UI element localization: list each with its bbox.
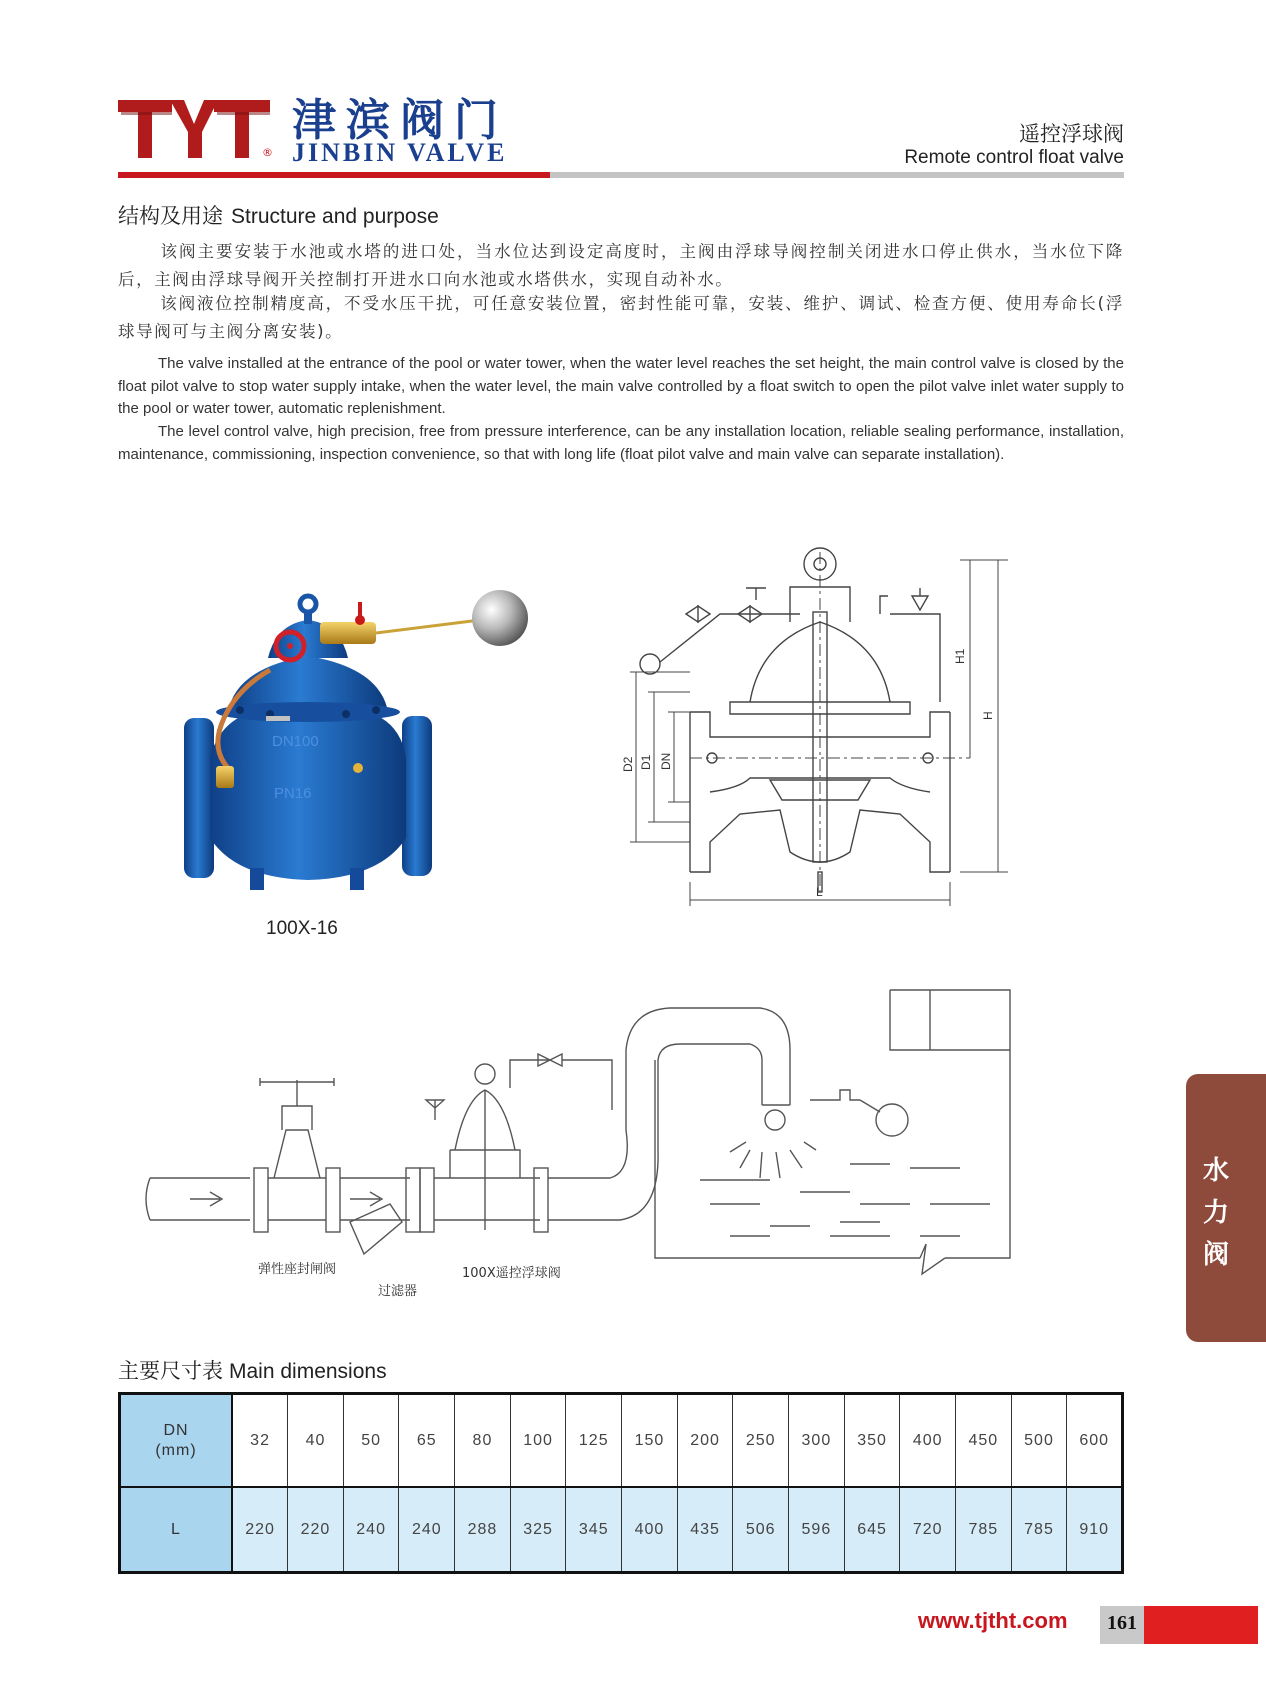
table-row-dn <box>120 1394 1123 1488</box>
header-rule-gray <box>550 172 1124 178</box>
table-cell-l: 596 <box>789 1487 845 1573</box>
table-cell-l: 785 <box>1011 1487 1067 1573</box>
table-cell-dn: 450 <box>956 1394 1012 1488</box>
dim-label-d2: D2 <box>621 756 635 772</box>
table-cell-l: 325 <box>510 1487 566 1573</box>
paragraph-en-2 <box>118 421 1124 466</box>
dim-label-l: L <box>816 885 823 899</box>
table-cell-dn: 40 <box>288 1394 344 1488</box>
table-cell-dn: 80 <box>455 1394 511 1488</box>
table-cell-dn: 32 <box>232 1394 288 1488</box>
table-cell-l: 910 <box>1067 1487 1123 1573</box>
table-row-l <box>120 1487 1123 1573</box>
page-title-cn: 遥控浮球阀 <box>1019 122 1124 146</box>
side-tab-char-2: 力 <box>1202 1198 1229 1228</box>
page-number: 161 <box>1107 1612 1137 1634</box>
table-cell-dn: 300 <box>789 1394 845 1488</box>
table-cell-dn: 150 <box>622 1394 678 1488</box>
structure-heading-en: Structure and purpose <box>231 205 439 228</box>
table-cell-dn: 400 <box>900 1394 956 1488</box>
row-header-dn-label: DN <box>163 1421 189 1439</box>
table-cell-l: 288 <box>455 1487 511 1573</box>
header-rule-red <box>118 172 550 178</box>
table-cell-dn: 200 <box>677 1394 733 1488</box>
dimensions-heading-cn: 主要尺寸表 <box>118 1359 223 1383</box>
brand-logo-mark <box>118 100 270 158</box>
row-header-dn <box>120 1394 233 1488</box>
table-cell-l: 785 <box>956 1487 1012 1573</box>
paragraph-cn-1 <box>118 238 1124 294</box>
row-header-l: L <box>120 1487 233 1573</box>
row-header-dn-unit: (mm) <box>155 1441 197 1459</box>
table-cell-dn: 350 <box>844 1394 900 1488</box>
brand-name-cn: 津滨阀门 <box>292 95 508 146</box>
dimensions-heading <box>118 1355 387 1385</box>
table-cell-dn: 250 <box>733 1394 789 1488</box>
table-cell-dn: 125 <box>566 1394 622 1488</box>
label-gate-valve: 弹性座封闸阀 <box>258 1262 337 1277</box>
table-cell-dn: 500 <box>1011 1394 1067 1488</box>
paragraph-cn-2 <box>118 290 1124 346</box>
table-cell-l: 506 <box>733 1487 789 1573</box>
table-cell-l: 240 <box>343 1487 399 1573</box>
side-tab-char-3: 阀 <box>1202 1240 1229 1270</box>
website-link[interactable]: www.tjtht.com <box>918 1608 1068 1633</box>
installation-diagram <box>150 990 1100 1300</box>
registered-mark: ® <box>262 146 273 159</box>
table-cell-l: 220 <box>288 1487 344 1573</box>
paragraph-cn-1-text: 该阀主要安装于水池或水塔的进口处，当水位达到设定高度时，主阀由浮球导阀控制关闭进水口停止供水，当水位下降后，主阀由浮球导阀开关控制打开进水口向水池或水塔供水，实现自动补水。 <box>118 242 1124 289</box>
brand-name-en: JINBIN VALVE <box>292 138 508 167</box>
body-mark-dn: DN100 <box>272 733 319 750</box>
table-cell-l: 220 <box>232 1487 288 1573</box>
dimensions-table <box>118 1392 1124 1574</box>
table-cell-dn: 50 <box>343 1394 399 1488</box>
valve-product-image <box>180 598 640 898</box>
page-title-en: Remote control float valve <box>904 147 1124 168</box>
label-float-valve: 100X遥控浮球阀 <box>462 1266 561 1281</box>
product-model-caption: 100X-16 <box>266 918 338 939</box>
paragraph-en-2-text: The level control valve, high precision, free from pressure interference, can be any installation location, reliable sealing performance, installation, maintenance, commissioning, inspection convenience, so that with long life (float pilot valve and main valve can separate installation). <box>118 423 1124 463</box>
dim-label-h1: H1 <box>953 648 967 664</box>
valve-section-drawing <box>621 552 1060 922</box>
structure-heading-cn: 结构及用途 <box>118 204 223 228</box>
table-cell-l: 240 <box>399 1487 455 1573</box>
table-cell-l: 720 <box>900 1487 956 1573</box>
table-cell-l: 435 <box>677 1487 733 1573</box>
side-tab-char-1: 水 <box>1202 1156 1229 1186</box>
dim-label-h: H <box>981 711 995 720</box>
table-cell-l: 645 <box>844 1487 900 1573</box>
table-cell-l: 400 <box>622 1487 678 1573</box>
structure-heading <box>118 200 439 230</box>
paragraph-en-1 <box>118 353 1124 421</box>
table-cell-dn: 100 <box>510 1394 566 1488</box>
table-cell-dn: 65 <box>399 1394 455 1488</box>
table-cell-l: 345 <box>566 1487 622 1573</box>
label-strainer: 过滤器 <box>378 1284 418 1299</box>
dim-label-dn: DN <box>659 752 673 770</box>
paragraph-en-1-text: The valve installed at the entrance of the pool or water tower, when the water level reaches the set height, the main control valve is closed by the float pilot valve to stop water supply intake, when the water level, the main valve controlled by a float switch to open the pilot valve inlet water supply to the pool or water tower, automatic replenishment. <box>118 355 1124 417</box>
table-cell-dn: 600 <box>1067 1394 1123 1488</box>
dimensions-heading-en: Main dimensions <box>229 1360 387 1383</box>
paragraph-cn-2-text: 该阀液位控制精度高，不受水压干扰，可任意安装位置，密封性能可靠，安装、维护、调试、检查方便、使用寿命长(浮球导阀可与主阀分离安装)。 <box>118 294 1124 341</box>
body-mark-pn: PN16 <box>274 785 312 802</box>
dim-label-d1: D1 <box>639 754 653 770</box>
